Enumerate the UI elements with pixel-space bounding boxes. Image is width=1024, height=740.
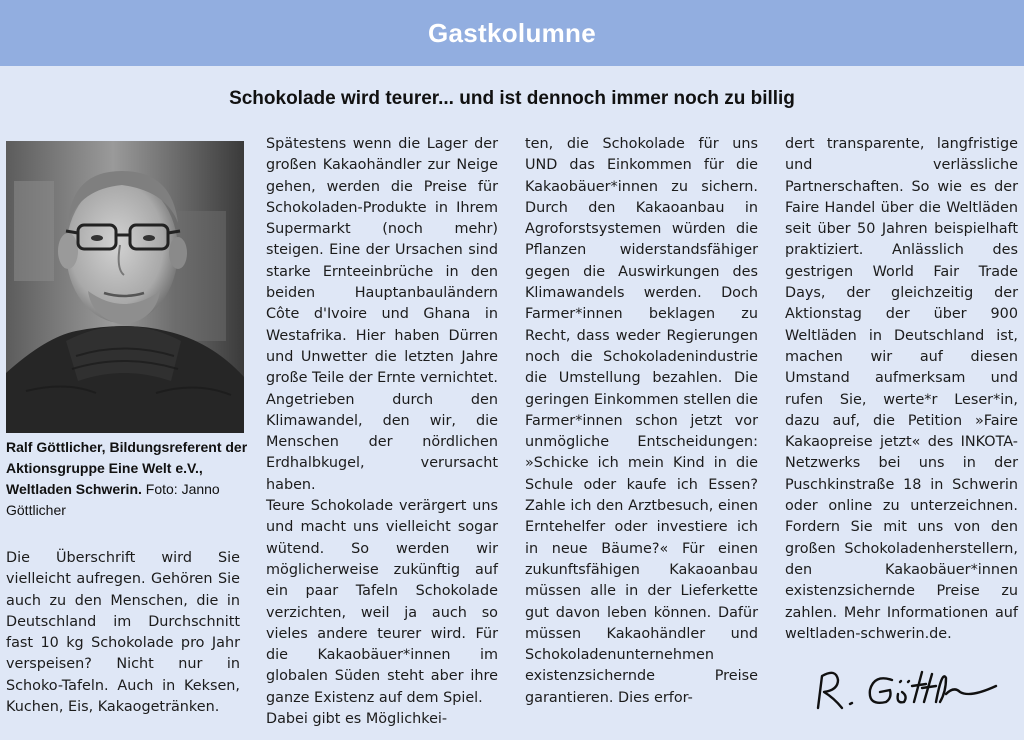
article-headline: Schokolade wird teurer... und ist dennoch immer noch zu billig — [229, 88, 795, 109]
paragraph: dert transparente, langfristige und verlässliche Partnerschaften. So wie es der Faire Handel über die Weltläden seit über 50 Jahren beispielhaft praktiziert. Anlässlich des gestrigen World Fair Trade Days, der gleichzeitig der Aktionstag der über 900 Weltläden in Deutschland ist, machen wir auf diesen Umstand aufmerksam und rufen Sie, werte*r Leser*in, dazu auf, die Petition »Faire Kakaopreise jetzt« des INKOTA-Netzwerks bei uns in der Puschkinstraße 18 in Schwerin oder online zu unterzeichnen. Fordern Sie mit uns von den großen Schokoladenherstellern, den Kakaobäuer*innen existenzsichernde Preise zu zahlen. Mehr Informationen auf weltladen-schwerin.de. — [785, 136, 1018, 642]
paragraph: Die Überschrift wird Sie vielleicht aufregen. Gehören Sie auch zu den Menschen, die in Deutschland im Durchschnitt fast 10 kg Schokolade pro Jahr verspeisen? Nicht nur in Schoko-Tafeln. Auch in Keksen, Kuchen, Eis, Kakaogetränken. — [6, 550, 240, 716]
signature-icon — [800, 656, 1010, 726]
portrait-photo-icon — [6, 141, 244, 433]
caption-credit: Foto: Janno Göttlicher — [6, 481, 220, 518]
article-column-3 — [525, 134, 758, 709]
paragraph: Dabei gibt es Möglichkei- — [266, 711, 448, 728]
column-header-bar — [0, 0, 1024, 66]
paragraph: ten, die Schokolade für uns UND das Einkommen für die Kakaobäuer*innen zu sichern. Durch den Kakaoanbau in Agroforstsystemen würden die Pflanzen widerstandsfähiger gegen die Auswirkungen des Klimawandels werden. Doch Farmer*innen beklagen zu Recht, dass weder Regierungen noch die Schokoladenindustrie die Umstellung bezahlen. Die geringen Einkommen stellen die Farmer*innen schon jetzt vor unmögliche Entscheidungen: »Schicke ich mein Kind in die Schule oder kaufe ich Essen? Zahle ich den Arztbesuch, einen Erntehelfer oder investiere ich in neue Bäume?« Für einen zukunftsfähigen Kakaoanbau müssen alle in der Lieferkette gut davon leben können. Dafür müssen Kakaohändler und Schokoladenunternehmen existenzsichernde Preise garantieren. Dies erfor- — [525, 136, 758, 706]
article-column-4 — [785, 134, 1018, 645]
paragraph: Spätestens wenn die Lager der großen Kakaohändler zur Neige gehen, werden die Preise für Schokoladen-Produkte in Ihrem Supermarkt (noch mehr) steigen. Eine der Ursachen sind starke Ernteeinbrüche in den beiden Hauptanbauländern Côte d'Ivoire und Ghana in Westafrika. Hier haben Dürren und Unwetter die letzten Jahre große Teile der Ernte vernichtet. Angetrieben durch den Klimawandel, den wir, die Menschen der nördlichen Erdhalbkugel, verursacht haben. — [266, 136, 498, 493]
caption-person: Ralf Göttlicher, Bildungsreferent der Aktionsgruppe Eine Welt e.V., Weltladen Schwerin. — [6, 439, 248, 497]
article-column-2 — [266, 134, 498, 730]
section-title: Gastkolumne — [427, 17, 596, 48]
paragraph: Teure Schokolade verärgert uns und macht uns vielleicht sogar wütend. So werden wir möglicherweise zukünftig auf ein paar Tafeln Schokolade verzichten, weil ja auch so vieles andere teurer wird. Für die Kakaobäuer*innen im globalen Süden steht aber ihre ganze Existenz auf dem Spiel. — [266, 498, 498, 706]
article-column-1 — [6, 548, 240, 718]
photo-caption — [6, 437, 252, 521]
